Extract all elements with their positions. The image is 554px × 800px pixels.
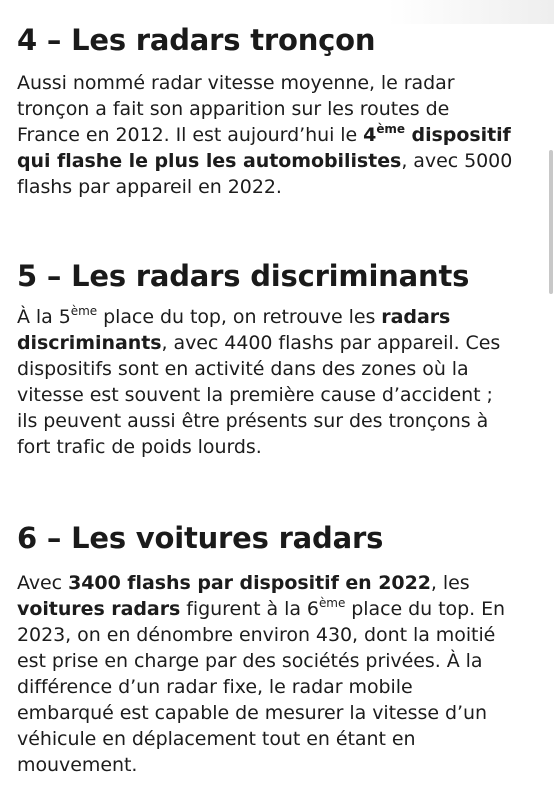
bold-text: 4ème dispositif bbox=[363, 122, 511, 146]
text-run: figurent à la 6 bbox=[180, 598, 319, 620]
paragraph-line: embarqué est capable de mesurer la vitesse d’un bbox=[17, 702, 487, 724]
paragraph-line: ils peuvent aussi être présents sur des tronçons à bbox=[17, 410, 489, 432]
paragraph-line: 2023, on en dénombre environ 430, dont la moitié bbox=[17, 624, 496, 646]
bold-text: qui flashe le plus les automobilistes bbox=[17, 150, 402, 172]
paragraph-line: dispositifs sont en activité dans des zones où la bbox=[17, 358, 469, 380]
section-heading: 5 – Les radars discriminants bbox=[17, 259, 470, 293]
paragraph-line: Aussi nommé radar vitesse moyenne, le radar bbox=[17, 72, 455, 94]
text-run: À la 5 bbox=[17, 306, 71, 328]
section-paragraph bbox=[17, 570, 537, 778]
paragraph-line: mouvement. bbox=[17, 754, 138, 776]
paragraph-line bbox=[17, 148, 537, 174]
paragraph-line bbox=[17, 596, 537, 622]
paragraph-line: vitesse est souvent la première cause d’accident ; bbox=[17, 384, 493, 406]
paragraph-line: est prise en charge par des sociétés privées. À la bbox=[17, 650, 483, 672]
superscript: ème bbox=[318, 596, 346, 610]
paragraph-line: fort trafic de poids lourds. bbox=[17, 436, 262, 458]
text-run: Avec bbox=[17, 572, 69, 594]
paragraph-line bbox=[17, 330, 537, 356]
section-radars-discriminants bbox=[17, 258, 537, 460]
paragraph-line: véhicule en déplacement tout en étant en bbox=[17, 728, 416, 750]
paragraph-line: tronçon a fait son apparition sur les routes de bbox=[17, 98, 450, 120]
bold-text: radars bbox=[381, 306, 451, 328]
section-voitures-radars bbox=[17, 520, 537, 778]
superscript: ème bbox=[70, 304, 98, 318]
bold-text: discriminants bbox=[17, 332, 162, 354]
text-run: , les bbox=[430, 572, 470, 594]
paragraph-line: différence d’un radar fixe, le radar mobile bbox=[17, 676, 413, 698]
bold-text: 3400 flashs par dispositif en 2022 bbox=[68, 572, 431, 594]
top-shade bbox=[0, 0, 554, 24]
section-heading: 4 – Les radars tronçon bbox=[17, 23, 376, 57]
paragraph-line bbox=[17, 570, 537, 596]
bold-text: voitures radars bbox=[17, 598, 181, 620]
text-run: , avec 5000 bbox=[401, 150, 513, 172]
text-run: place du top. En bbox=[345, 598, 506, 620]
text-run: , avec 4400 flashs par appareil. Ces bbox=[161, 332, 501, 354]
text-run: France en 2012. Il est aujourd’hui le bbox=[17, 124, 364, 146]
paragraph-line bbox=[17, 304, 537, 330]
text-run: place du top, on retrouve les bbox=[97, 306, 382, 328]
section-paragraph bbox=[17, 304, 537, 460]
section-heading: 6 – Les voitures radars bbox=[17, 521, 384, 555]
paragraph-line bbox=[17, 122, 537, 148]
section-paragraph bbox=[17, 70, 537, 200]
section-radars-troncon bbox=[17, 22, 537, 200]
paragraph-line: flashs par appareil en 2022. bbox=[17, 176, 282, 198]
superscript: ème bbox=[376, 122, 405, 136]
scrollbar[interactable] bbox=[549, 150, 553, 294]
